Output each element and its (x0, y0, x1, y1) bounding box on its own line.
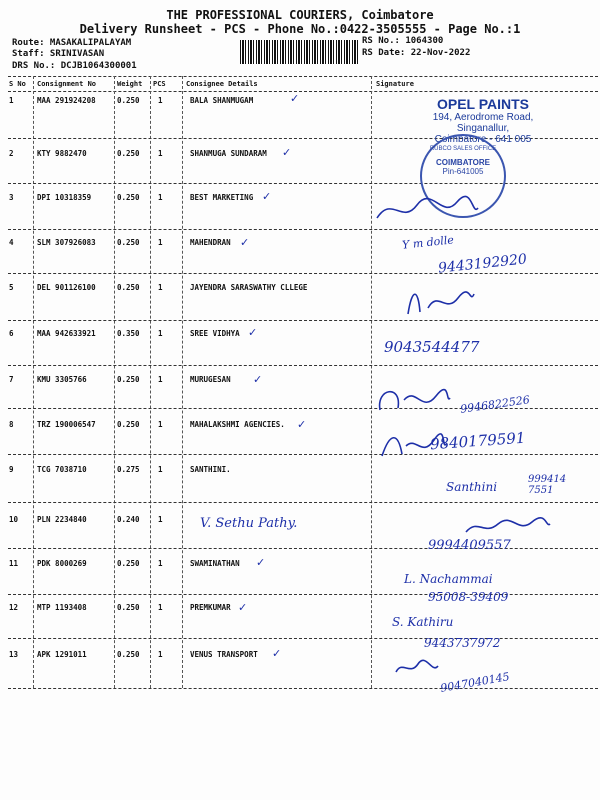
row-consignee: MAHENDRAN (190, 238, 231, 247)
drs-number: DRS No.: DCJB1064300001 (12, 61, 137, 71)
row-consignment: KMU 3305766 (37, 375, 87, 384)
signature-scribble (392, 656, 442, 682)
row-weight: 0.350 (117, 329, 140, 338)
stamp-address-2: Singanallur, (456, 123, 510, 134)
row-sno: 1 (9, 96, 14, 105)
row-rule (8, 594, 598, 595)
row-weight: 0.250 (117, 603, 140, 612)
signature-r11-phone: 95008-39409 (428, 590, 509, 604)
col-divider (150, 76, 151, 688)
col-weight: Weight (117, 80, 143, 88)
seal-ring-text: RUBCO SALES OFFICE (429, 146, 497, 152)
row-consignment: MAA 291924208 (37, 96, 96, 105)
row-consignee: JAYENDRA SARASWATHY CLLEGE (190, 283, 308, 292)
row-consignment: TCG 7038710 (37, 465, 87, 474)
row-consignee: SREE VIDHYA (190, 329, 240, 338)
row-consignment: PLN 2234840 (37, 515, 87, 524)
checkmark-icon: ✓ (297, 418, 307, 431)
row-weight: 0.275 (117, 465, 140, 474)
row-weight: 0.250 (117, 650, 140, 659)
col-consignment: Consignment No (37, 80, 97, 88)
signature-scribble (398, 284, 478, 320)
signature-r7-phone: 9946822526 (459, 393, 531, 416)
checkmark-icon: ✓ (238, 601, 248, 614)
rs-date: RS Date: 22-Nov-2022 (362, 48, 471, 58)
signature-r13-phone: 9047040145 (439, 670, 511, 695)
row-weight: 0.250 (117, 559, 140, 568)
row-pcs: 1 (158, 193, 163, 202)
row-weight: 0.250 (117, 193, 140, 202)
row-sno: 2 (9, 149, 14, 158)
row-consignment: MAA 942633921 (37, 329, 96, 338)
stamp-address-1: 194, Aerodrome Road, (432, 112, 534, 123)
col-divider (33, 76, 34, 688)
col-divider (182, 76, 183, 688)
row-consignee: SANTHINI. (190, 465, 231, 474)
row-sno: 9 (9, 465, 14, 474)
row-consignee: BEST MARKETING (190, 193, 254, 202)
seal-city: COIMBATORE (436, 158, 490, 167)
row-pcs: 1 (158, 375, 163, 384)
rs-number: RS No.: 1064300 (362, 36, 444, 46)
header-bottom-rule (8, 91, 598, 92)
col-consignee: Consignee Details (186, 80, 258, 88)
row-consignment: DPI 10318359 (37, 193, 92, 202)
row-sno: 6 (9, 329, 14, 338)
route-label: Route: MASAKALIPALAYAM (12, 38, 132, 48)
row-rule (8, 365, 598, 366)
signature-scribble (462, 514, 552, 540)
signature-r12-phone: 9443737972 (424, 636, 501, 650)
checkmark-icon: ✓ (253, 373, 263, 386)
signature-r11-name: L. Nachammai (404, 572, 493, 586)
row-sno: 11 (9, 559, 19, 568)
row-pcs: 1 (158, 515, 163, 524)
row-pcs: 1 (158, 149, 163, 158)
signature-r4-name: Y m dolle (401, 233, 455, 252)
row-consignment: APK 1291011 (37, 650, 87, 659)
checkmark-icon: ✓ (290, 92, 300, 105)
row-rule (8, 229, 598, 230)
row-pcs: 1 (158, 559, 163, 568)
row-consignee: BALA SHANMUGAM (190, 96, 254, 105)
row-pcs: 1 (158, 96, 163, 105)
row-weight: 0.250 (117, 238, 140, 247)
row-consignee: VENUS TRANSPORT (190, 650, 258, 659)
header-top-rule (8, 76, 598, 77)
row-rule (8, 688, 598, 689)
row-consignee: SHANMUGA SUNDARAM (190, 149, 267, 158)
row-consignee: MURUGESAN (190, 375, 231, 384)
row-consignment: MTP 1193408 (37, 603, 87, 612)
row-rule (8, 273, 598, 274)
company-stamp (383, 96, 583, 145)
handwritten-consignee-r10: V. Sethu Pathy. (200, 516, 298, 531)
row-consignment: SLM 307926083 (37, 238, 96, 247)
signature-r9-phone: 999414 7551 (528, 474, 567, 496)
row-sno: 13 (9, 650, 19, 659)
row-pcs: 1 (158, 650, 163, 659)
row-weight: 0.250 (117, 283, 140, 292)
signature-scribble (372, 380, 452, 420)
signature-r9-name: Santhini (446, 480, 498, 494)
row-pcs: 1 (158, 283, 163, 292)
signature-r4-phone: 9443192920 (437, 251, 528, 277)
signature-r10-phone: 9994409557 (428, 538, 511, 553)
row-consignment: KTY 9882470 (37, 149, 87, 158)
checkmark-icon: ✓ (240, 236, 250, 249)
col-divider (114, 76, 115, 688)
row-weight: 0.240 (117, 515, 140, 524)
row-sno: 4 (9, 238, 14, 247)
row-rule (8, 454, 598, 455)
checkmark-icon: ✓ (282, 146, 292, 159)
row-sno: 7 (9, 375, 14, 384)
row-pcs: 1 (158, 329, 163, 338)
signature-scribble (372, 190, 482, 230)
row-rule (8, 183, 598, 184)
staff-label: Staff: SRINIVASAN (12, 49, 105, 59)
row-pcs: 1 (158, 420, 163, 429)
row-weight: 0.250 (117, 375, 140, 384)
col-sno: S No (9, 80, 26, 88)
row-consignee: SWAMINATHAN (190, 559, 240, 568)
row-consignment: TRZ 190006547 (37, 420, 96, 429)
row-pcs: 1 (158, 603, 163, 612)
runsheet-subtitle: Delivery Runsheet - PCS - Phone No.:0422-3505555 - Page No.:1 (79, 22, 521, 36)
signature-r12-name: S. Kathiru (392, 615, 454, 629)
signature-r6: 9043544477 (384, 338, 480, 356)
row-consignee: MAHALAKSHMI AGENCIES. (190, 420, 285, 429)
stamp-address-3: Coimbatore - 641 005 (434, 134, 532, 145)
row-rule (8, 502, 598, 503)
row-sno: 12 (9, 603, 19, 612)
row-weight: 0.250 (117, 96, 140, 105)
checkmark-icon: ✓ (256, 556, 266, 569)
col-signature: Signature (376, 80, 414, 88)
row-rule (8, 320, 598, 321)
row-sno: 5 (9, 283, 14, 292)
row-weight: 0.250 (117, 420, 140, 429)
seal-pin: Pin-641005 (442, 167, 484, 176)
row-pcs: 1 (158, 465, 163, 474)
checkmark-icon: ✓ (272, 647, 282, 660)
row-rule (8, 638, 598, 639)
row-consignment: DEL 901126100 (37, 283, 96, 292)
row-sno: 10 (9, 515, 19, 524)
row-sno: 3 (9, 193, 14, 202)
row-weight: 0.250 (117, 149, 140, 158)
checkmark-icon: ✓ (248, 326, 258, 339)
stamp-name: OPEL PAINTS (436, 96, 530, 112)
row-consignee: PREMKUMAR (190, 603, 231, 612)
row-pcs: 1 (158, 238, 163, 247)
barcode (240, 40, 360, 64)
signature-r8-phone: 9840179591 (429, 428, 526, 454)
row-consignment: PDK 8000269 (37, 559, 87, 568)
company-title: THE PROFESSIONAL COURIERS, Coimbatore (166, 8, 434, 22)
col-pcs: PCS (153, 80, 166, 88)
checkmark-icon: ✓ (262, 190, 272, 203)
row-sno: 8 (9, 420, 14, 429)
